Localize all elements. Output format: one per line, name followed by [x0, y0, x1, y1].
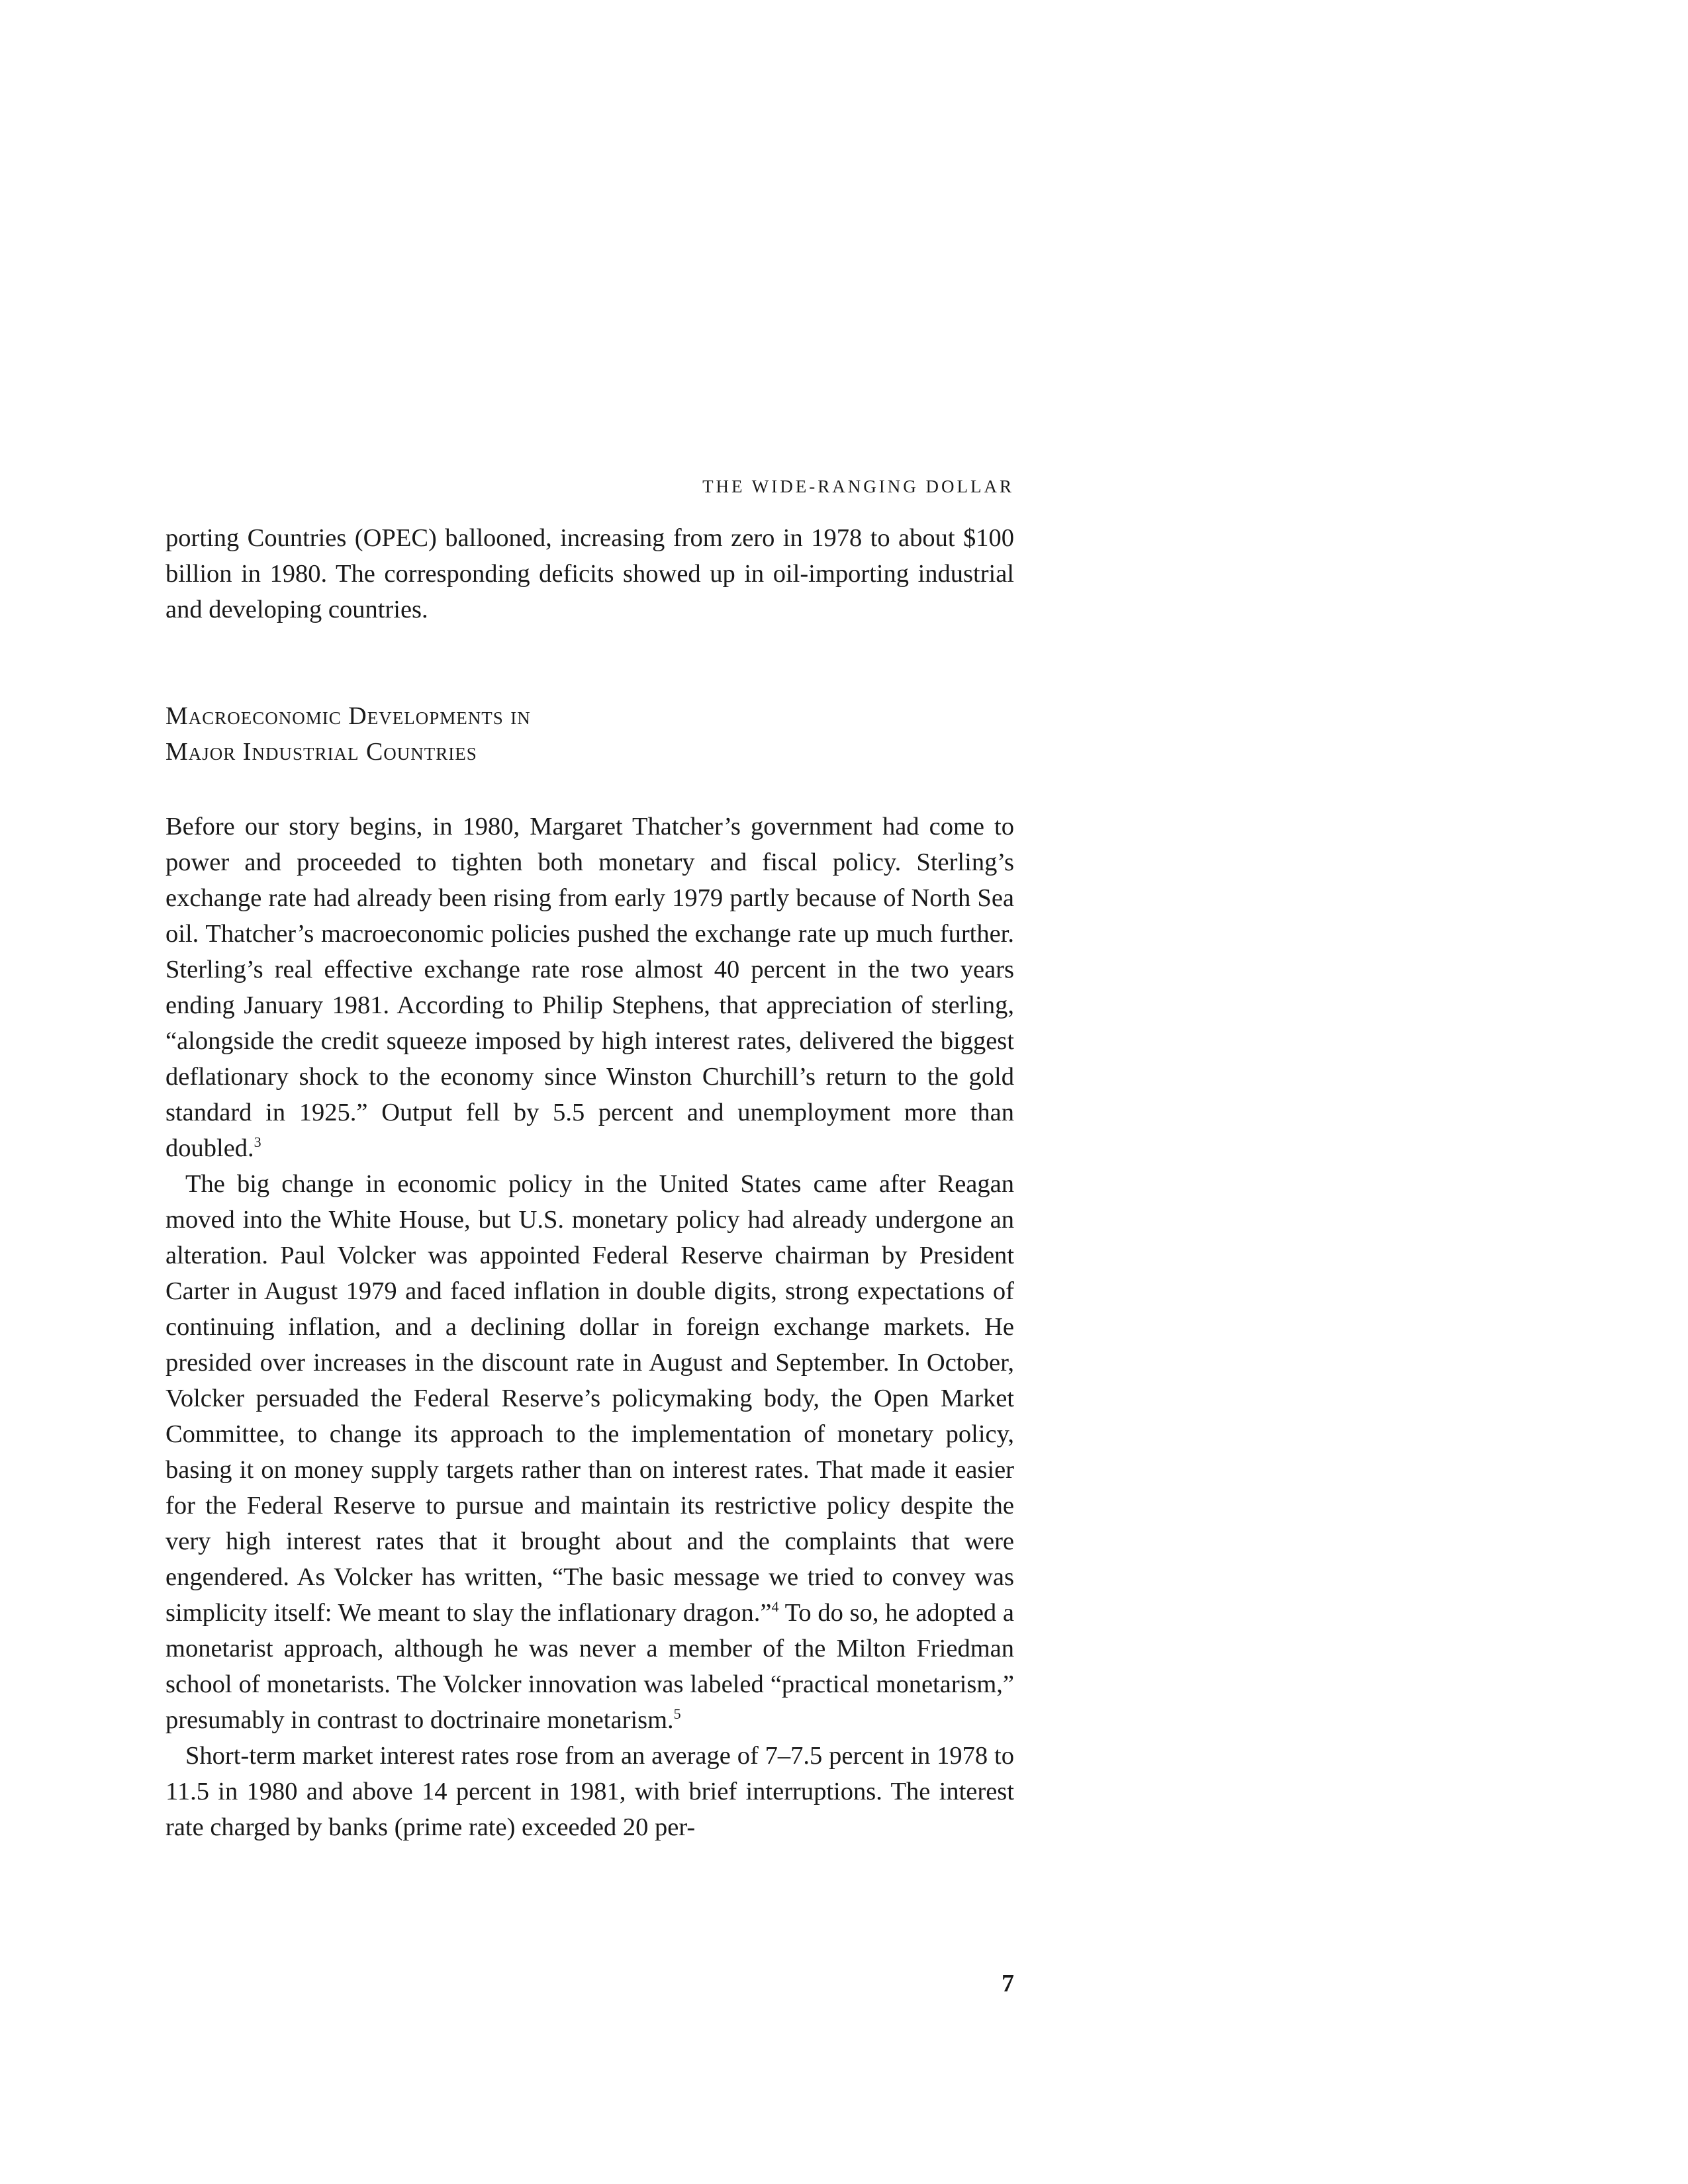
section-heading-line-1: Macroeconomic Developments in [165, 702, 531, 730]
footnote-marker: 4 [771, 1598, 779, 1615]
page-number: 7 [1002, 1970, 1014, 1997]
paragraph-thatcher [165, 809, 1014, 1166]
paragraph-text: The big change in economic policy in the United States came after Reagan moved into the White House, but U.S. monetary policy had already undergone an alteration. Paul Volcker was appointed Federal Reserve chairman by President Carter in August 1979 and faced inflation in double digits, strong expectations of continuing inflation, and a declining dollar in foreign exchange markets. He presided over increases in the discount rate in August and September. In October, Volcker persuaded the Federal Reserve’s policymaking body, the Open Market Committee, to change its approach to the implementation of monetary policy, basing it on money supply targets rather than on interest rates. That made it easier for the Federal Reserve to pursue and maintain its restrictive policy despite the very high interest rates that it brought about and the complaints that were engendered. As Volcker has written, “The basic message we tried to convey was simplicity itself: We meant to slay the inflationary dragon.” [165, 1170, 1014, 1627]
continued-paragraph-block [165, 520, 1014, 627]
paragraph-volcker [165, 1166, 1014, 1738]
paragraph-text: To do so, he adopted a monetarist approach, although he was never a member of the Milton Friedman school of monetarists. The Volcker innovation was labeled “practical monetarism,” presumably in contrast to doctrinaire monetarism. [165, 1599, 1014, 1734]
section-heading-line-2: Major Industrial Countries [165, 738, 477, 766]
paragraph-text: Before our story begins, in 1980, Margaret Thatcher’s government had come to power and proceeded to tighten both monetary and fiscal policy. Sterling’s exchange rate had already been rising from early 1979 partly because of North Sea oil. Thatcher’s macroeconomic policies pushed the exchange rate up much further. Sterling’s real effective exchange rate rose almost 40 percent in the two years ending January 1981. According to Philip Stephens, that appreciation of sterling, “alongside the credit squeeze imposed by high interest rates, delivered the biggest deflationary shock to the economy since Winston Churchill’s return to the gold standard in 1925.” Output fell by 5.5 percent and unemployment more than doubled. [165, 813, 1014, 1162]
continued-paragraph: porting Countries (OPEC) ballooned, increasing from zero in 1978 to about $100 billion in 1980. The corresponding deficits showed up in oil-importing industrial and developing countries. [165, 524, 1014, 623]
paragraph-text: Short-term market interest rates rose from an average of 7–7.5 percent in 1978 to 11.5 in 1980 and above 14 percent in 1981, with brief interruptions. The interest rate charged by banks (prime rate) exceeded 20 per- [165, 1742, 1014, 1841]
section-heading [165, 698, 1014, 770]
footnote-marker: 3 [254, 1134, 261, 1151]
running-head: THE WIDE-RANGING DOLLAR [702, 477, 1014, 496]
body-text [165, 809, 1014, 1845]
paragraph-interest-rates [165, 1738, 1014, 1845]
footnote-marker: 5 [673, 1706, 681, 1723]
